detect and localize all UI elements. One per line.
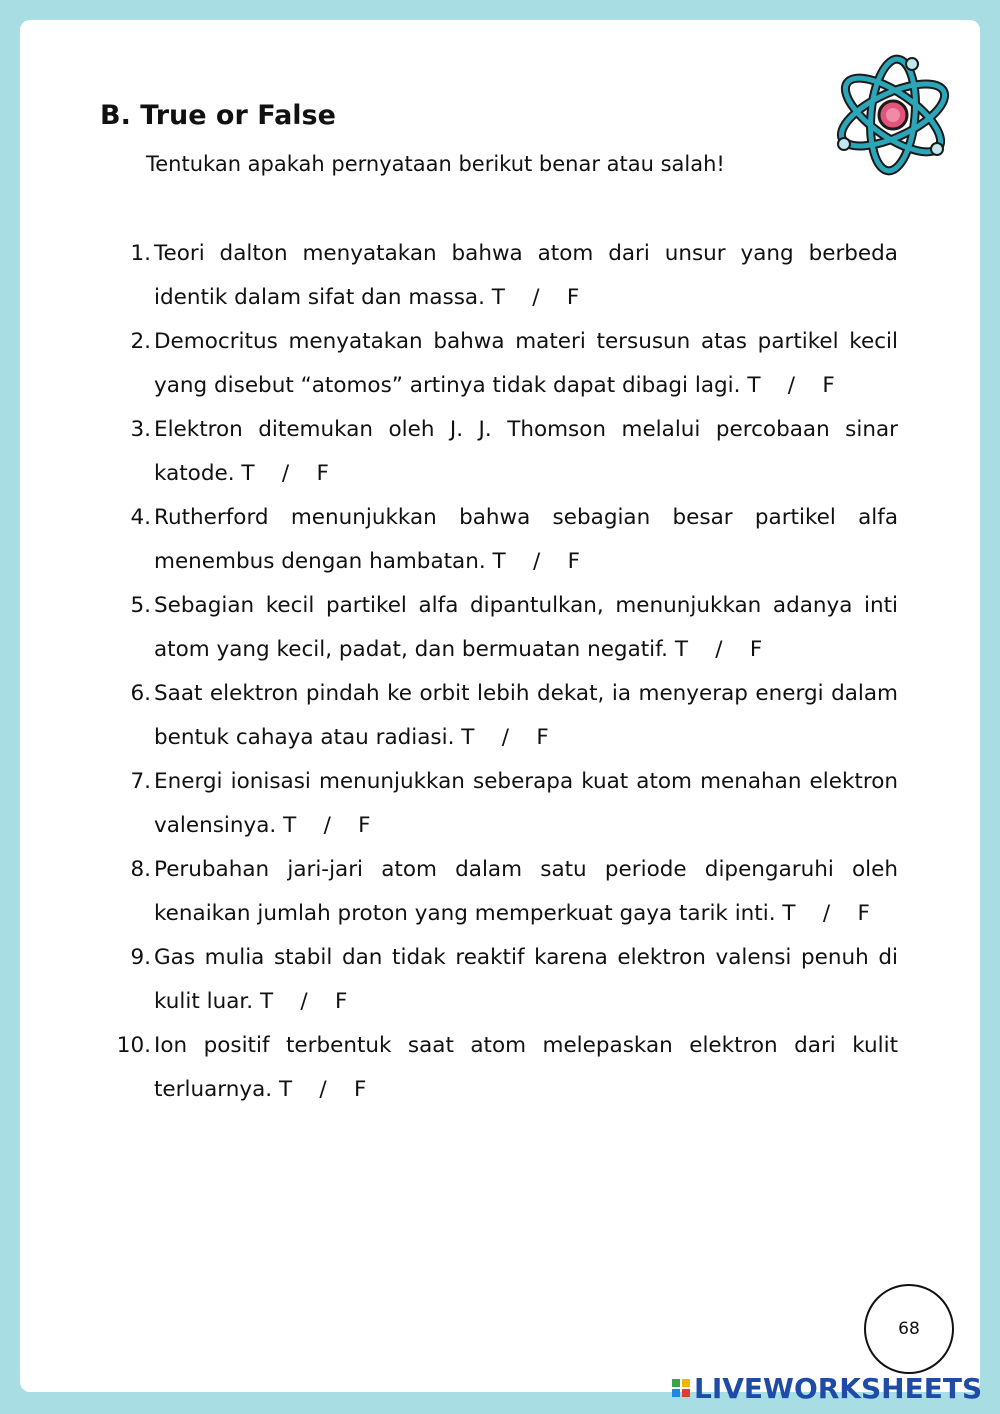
- question-5: [130, 584, 898, 672]
- question-9: [130, 936, 898, 1024]
- question-text: Saat elektron pindah ke orbit lebih dekat, ia menyerap energi dalam bentuk cahaya atau radiasi.: [154, 681, 898, 750]
- atom-icon: [832, 54, 954, 176]
- question-number: 9.: [130, 945, 151, 970]
- true-false-choices[interactable]: T / F: [491, 285, 580, 310]
- true-false-choices[interactable]: T / F: [278, 1077, 367, 1102]
- true-false-choices[interactable]: T / F: [747, 373, 835, 398]
- true-false-choices[interactable]: T / F: [259, 989, 348, 1014]
- question-text: Energi ionisasi menunjukkan seberapa kuat atom menahan elektron valensinya.: [154, 769, 898, 838]
- question-number: 1.: [130, 241, 151, 266]
- question-list: [116, 232, 898, 1112]
- true-false-choices[interactable]: T / F: [782, 901, 870, 926]
- page-number-label: 68: [898, 1319, 920, 1339]
- section-title: B. True or False: [100, 100, 336, 131]
- question-number: 6.: [130, 681, 151, 706]
- instruction-text: Tentukan apakah pernyataan berikut benar atau salah!: [146, 152, 725, 176]
- question-8: [130, 848, 898, 936]
- question-number: 8.: [130, 857, 151, 882]
- question-3: [130, 408, 898, 496]
- question-7: [130, 760, 898, 848]
- true-false-choices[interactable]: T / F: [241, 461, 329, 486]
- question-number: 4.: [130, 505, 151, 530]
- question-6: [130, 672, 898, 760]
- true-false-choices[interactable]: T / F: [461, 725, 549, 750]
- question-1: [130, 232, 898, 320]
- question-number: 5.: [130, 593, 151, 618]
- question-text: Gas mulia stabil dan tidak reaktif karena elektron valensi penuh di kulit luar.: [154, 945, 898, 1014]
- true-false-choices[interactable]: T / F: [674, 637, 763, 662]
- question-text: Rutherford menunjukkan bahwa sebagian besar partikel alfa menembus dengan hambatan.: [154, 505, 898, 574]
- question-text: Sebagian kecil partikel alfa dipantulkan, menunjukkan adanya inti atom yang kecil, padat, dan bermuatan negatif.: [154, 593, 898, 662]
- question-10: [116, 1024, 898, 1112]
- question-text: Perubahan jari-jari atom dalam satu periode dipengaruhi oleh kenaikan jumlah proton yang memperkuat gaya tarik inti.: [154, 857, 898, 926]
- question-number: 7.: [130, 769, 151, 794]
- question-text: Democritus menyatakan bahwa materi tersusun atas partikel kecil yang disebut “atomos” artinya tidak dapat dibagi lagi.: [154, 329, 898, 398]
- true-false-choices[interactable]: T / F: [283, 813, 371, 838]
- question-number: 3.: [130, 417, 151, 442]
- question-number: 2.: [130, 329, 151, 354]
- question-4: [130, 496, 898, 584]
- true-false-choices[interactable]: T / F: [492, 549, 580, 574]
- logo-squares-icon: [672, 1379, 690, 1397]
- page-number: [864, 1284, 954, 1374]
- question-text: Ion positif terbentuk saat atom melepaskan elektron dari kulit terluarnya.: [154, 1033, 898, 1102]
- question-number: 10.: [116, 1033, 151, 1058]
- question-text: Teori dalton menyatakan bahwa atom dari unsur yang berbeda identik dalam sifat dan massa.: [154, 241, 898, 310]
- question-text: Elektron ditemukan oleh J. J. Thomson melalui percobaan sinar katode.: [154, 417, 898, 486]
- liveworksheets-logo: [672, 1368, 982, 1408]
- question-2: [130, 320, 898, 408]
- brand-name: LIVEWORKSHEETS: [694, 1371, 983, 1405]
- worksheet-page: [20, 20, 980, 1392]
